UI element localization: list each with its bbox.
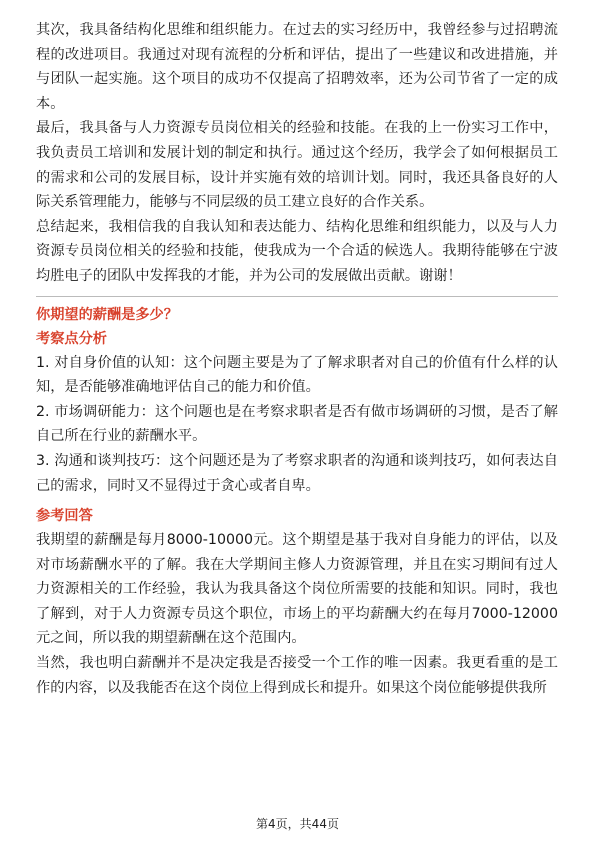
answer-paragraph: 我期望的薪酬是每月8000-10000元。这个期望是基于我对自身能力的评估，以及对市场薪酬水平的了解。我在大学期间主修人力资源管理，并且在实习期间有过人力资源相关的工作经验，我认为我具备这个岗位所需要的技能和知识。同时，我也了解到，对于人力资源专员这个职位，市场上的平均薪酬大约在每月7000-12000元之间，所以我的期望薪酬在这个范围内。 (36, 532, 558, 647)
analysis-point: 2. 市场调研能力：这个问题也是在考察求职者是否有做市场调研的习惯，是否了解自己所在行业的薪酬水平。 (36, 403, 558, 445)
analysis-point: 3. 沟通和谈判技巧：这个问题还是为了考察求职者的沟通和谈判技巧，如何表达自己的需求，同时又不显得过于贪心或者自卑。 (36, 452, 558, 494)
analysis-point: 1. 对自身价值的认知：这个问题主要是为了了解求职者对自己的价值有什么样的认知，是否能够准确地评估自己的能力和价值。 (36, 354, 558, 396)
question-heading: 你期望的薪酬是多少？ (36, 306, 178, 323)
intro-paragraph: 总结起来，我相信我的自我认知和表达能力、结构化思维和组织能力，以及与人力资源专员岗位相关的经验和技能，使我成为一个合适的候选人。我期待能够在宁波均胜电子的团队中发挥我的才能，并为公司的发展做出贡献。谢谢！ (36, 218, 558, 284)
intro-paragraph: 其次，我具备结构化思维和组织能力。在过去的实习经历中，我曾经参与过招聘流程的改进项目。我通过对现有流程的分析和评估，提出了一些建议和改进措施，并与团队一起实施。这个项目的成功不仅提高了招聘效率，还为公司节省了一定的成本。 (36, 22, 558, 112)
section-divider (36, 296, 558, 297)
answer-paragraph: 当然，我也明白薪酬并不是决定我是否接受一个工作的唯一因素。我更看重的是工作的内容，以及我能否在这个岗位上得到成长和提升。如果这个岗位能够提供我所 (36, 655, 558, 696)
document-page (36, 18, 558, 700)
analysis-title: 考察点分析 (36, 330, 107, 347)
page-footer: 第4页，共44页 (256, 817, 339, 831)
intro-paragraph: 最后，我具备与人力资源专员岗位相关的经验和技能。在我的上一份实习工作中，我负责员工培训和发展计划的制定和执行。通过这个经历，我学会了如何根据员工的需求和公司的发展目标，设计并实施有效的培训计划。同时，我还具备良好的人际关系管理能力，能够与不同层级的员工建立良好的合作关系。 (36, 120, 558, 211)
answer-title: 参考回答 (36, 508, 93, 525)
